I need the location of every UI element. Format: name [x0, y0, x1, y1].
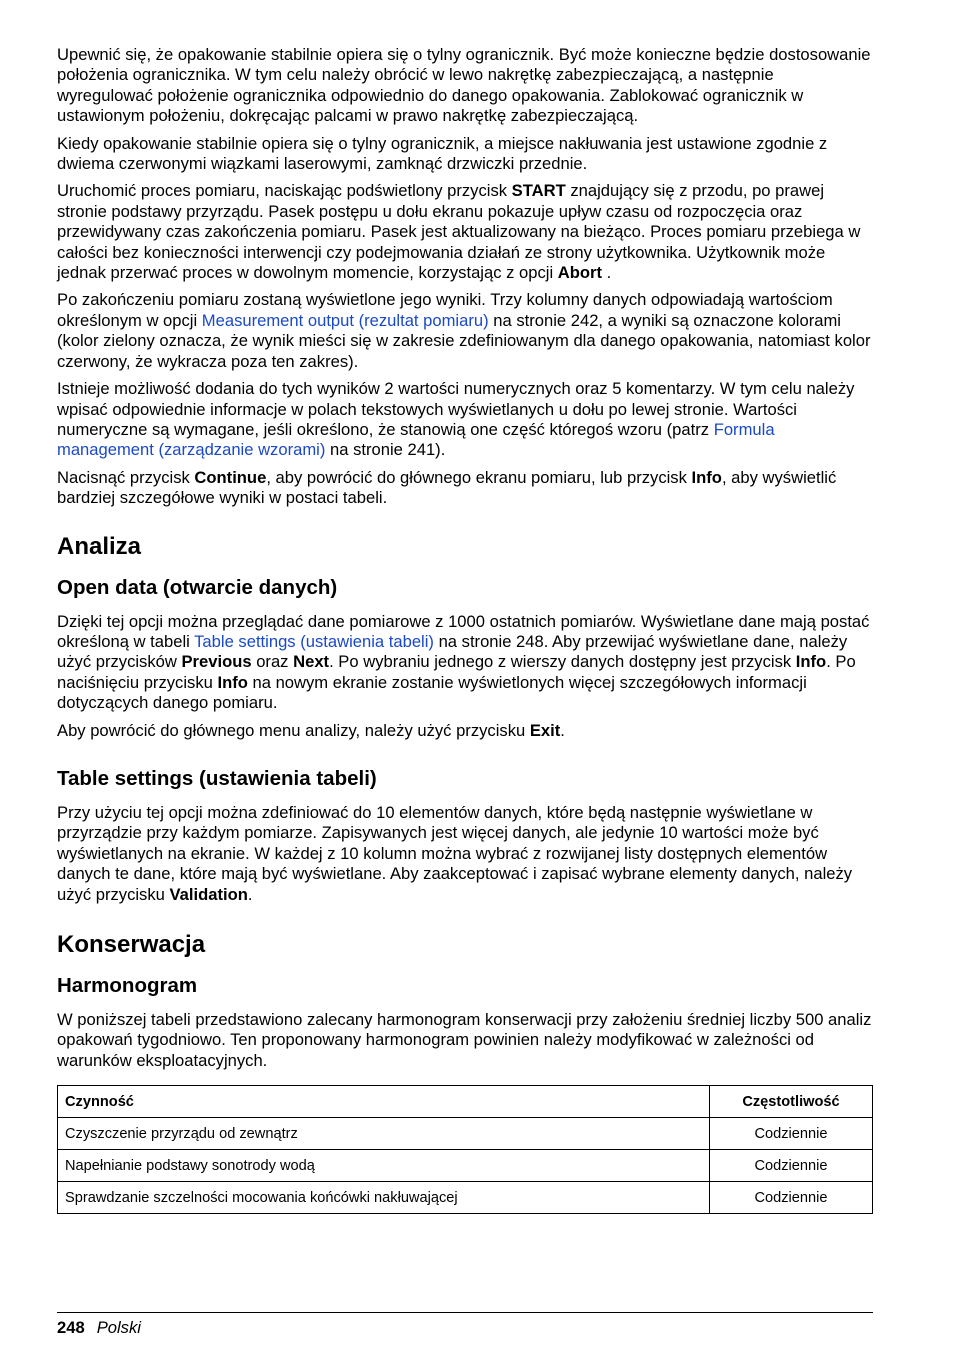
table-header-row [58, 1086, 873, 1118]
info-keyword: Info [217, 672, 248, 692]
start-keyword: START [511, 181, 566, 201]
paragraph-results: Po zakończeniu pomiaru zostaną wyświetlone jego wyniki. Trzy kolumny danych odpowiadają wartościom określonym w opcji Measurement output (rezultat pomiaru) na stronie 242, a wyniki są oznaczone kolorami (kolor zielony oznacza, że wynik mieści się w zakresie zdefiniowanym dla danego opakowania, natomiast kolor czerwony, że wykracza poza ten zakres). [57, 290, 871, 371]
paragraph-harmonogram: W poniższej tabeli przedstawiono zalecany harmonogram konserwacji przy założeniu średniej liczby 500 analiz opakowań tygodniowo. Ten proponowany harmonogram powinien należy modyfikować w zależności od warunków eksploatacyjnych. [57, 1010, 872, 1070]
table-row [58, 1118, 873, 1150]
activity-cell: Napełnianie podstawy sonotrody wodą [58, 1150, 710, 1182]
paragraph-table-settings: Przy użyciu tej opcji można zdefiniować do 10 elementów danych, które będą następnie wyświetlane w przyrządzie przy każdym pomiarze. Zapisywanych jest więcej danych, ale jedynie 10 wartości może być wyświetlanych na ekranie. W każdej z 10 kolumn można wybrać z rozwijanej listy dostępnych elementów danych te dane, które mają być wyświetlane. Aby zaakceptować i zapisać wybrane elementy danych, należy użyć przycisku Validation. [57, 802, 853, 904]
info-keyword: Info [795, 652, 827, 672]
heading-analiza: Analiza [57, 532, 142, 560]
heading-table-settings: Table settings (ustawienia tabeli) [57, 766, 377, 790]
column-header-frequency: Częstotliwość [710, 1086, 873, 1118]
page-number: 248 [57, 1318, 85, 1337]
column-header-activity: Czynność [58, 1086, 710, 1118]
paragraph-continue: Nacisnąć przycisk Continue, aby powrócić do głównego ekranu pomiaru, lub przycisk Info, aby wyświetlić bardziej szczegółowe wyniki w postaci tabeli. [57, 467, 837, 508]
table-row [58, 1182, 873, 1214]
heading-konserwacja: Konserwacja [57, 931, 206, 958]
frequency-cell: Codziennie [710, 1118, 873, 1150]
link-table-settings[interactable]: Table settings (ustawienia tabeli) [194, 631, 434, 651]
abort-keyword: Abort [557, 263, 603, 283]
paragraph-stop-adjust: Upewnić się, że opakowanie stabilnie opiera się o tylny ogranicznik. Być może konieczne będzie dostosowanie położenia ogranicznika. W tym celu należy obrócić w lewo nakrętkę zabezpieczającą, a następnie wyregulować położenie ogranicznika odpowiednio do danego opakowania. Zablokować ogranicznik w ustawionym położeniu, dokręcając palcami w prawo nakrętkę zabezpieczającą. [57, 45, 871, 126]
document-page [57, 45, 873, 1214]
paragraph-start-measurement: Uruchomić proces pomiaru, naciskając podświetlony przycisk START znajdujący się z przodu, po prawej stronie podstawy przyrządu. Pasek postępu u dołu ekranu pokazuje upływ czasu od rozpoczęcia oraz przewidywany czas zakończenia pomiaru. Pasek jest aktualizowany na bieżąco. Proces pomiaru przebiega w całości bez konieczności interwencji czy podejmowania działań ze strony użytkownika. Użytkownik może jednak przerwać proces w dowolnym momencie, korzystając z opcji Abort . [57, 181, 861, 283]
paragraph-open-data: Dzięki tej opcji można przeglądać dane pomiarowe z 1000 ostatnich pomiarów. Wyświetlane dane mają postać określoną w tabeli Table settings (ustawienia tabeli) na stronie 248. Aby przewijać wyświetlane dane, należy użyć przycisków Previous oraz Next. Po wybraniu jednego z wierszy danych dostępny jest przycisk Info. Po naciśnięciu przycisku Info na nowym ekranie zostanie wyświetlonych więcej szczegółowych informacji dotyczących danego pomiaru. [57, 611, 870, 713]
paragraph-exit: Aby powrócić do głównego menu analizy, należy użyć przycisku Exit. [57, 720, 565, 740]
link-measurement-output[interactable]: Measurement output (rezultat pomiaru) [201, 310, 489, 330]
frequency-cell: Codziennie [710, 1182, 873, 1214]
page-footer [57, 1312, 873, 1338]
continue-keyword: Continue [194, 467, 267, 487]
heading-open-data: Open data (otwarcie danych) [57, 575, 338, 599]
footer-language: Polski [96, 1318, 141, 1337]
previous-keyword: Previous [181, 652, 252, 672]
link-formula-management[interactable]: Formula management (zarządzanie wzorami) [57, 419, 775, 460]
maintenance-schedule-table [57, 1085, 873, 1214]
validation-keyword: Validation [169, 884, 248, 904]
info-keyword: Info [691, 467, 722, 487]
frequency-cell: Codziennie [710, 1150, 873, 1182]
paragraph-numeric-values: Istnieje możliwość dodania do tych wyników 2 wartości numerycznych oraz 5 komentarzy. W tym celu należy wpisać odpowiednie informacje w polach tekstowych wyświetlanych u dołu po lewej stronie. Wartości numeryczne są wymagane, jeśli określono, że stanowią one część któregoś wzoru (patrz Formula management (zarządzanie wzorami) na stronie 241). [57, 379, 855, 460]
heading-harmonogram: Harmonogram [57, 974, 198, 997]
next-keyword: Next [293, 652, 330, 672]
paragraph-close-door: Kiedy opakowanie stabilnie opiera się o tylny ogranicznik, a miejsce nakłuwania jest ustawione zgodnie z dwiema czerwonymi wiązkami laserowymi, zamknąć drzwiczki przednie. [57, 133, 828, 174]
activity-cell: Sprawdzanie szczelności mocowania końcówki nakłuwającej [58, 1182, 710, 1214]
exit-keyword: Exit [529, 720, 561, 740]
table-row [58, 1150, 873, 1182]
activity-cell: Czyszczenie przyrządu od zewnątrz [58, 1118, 710, 1150]
